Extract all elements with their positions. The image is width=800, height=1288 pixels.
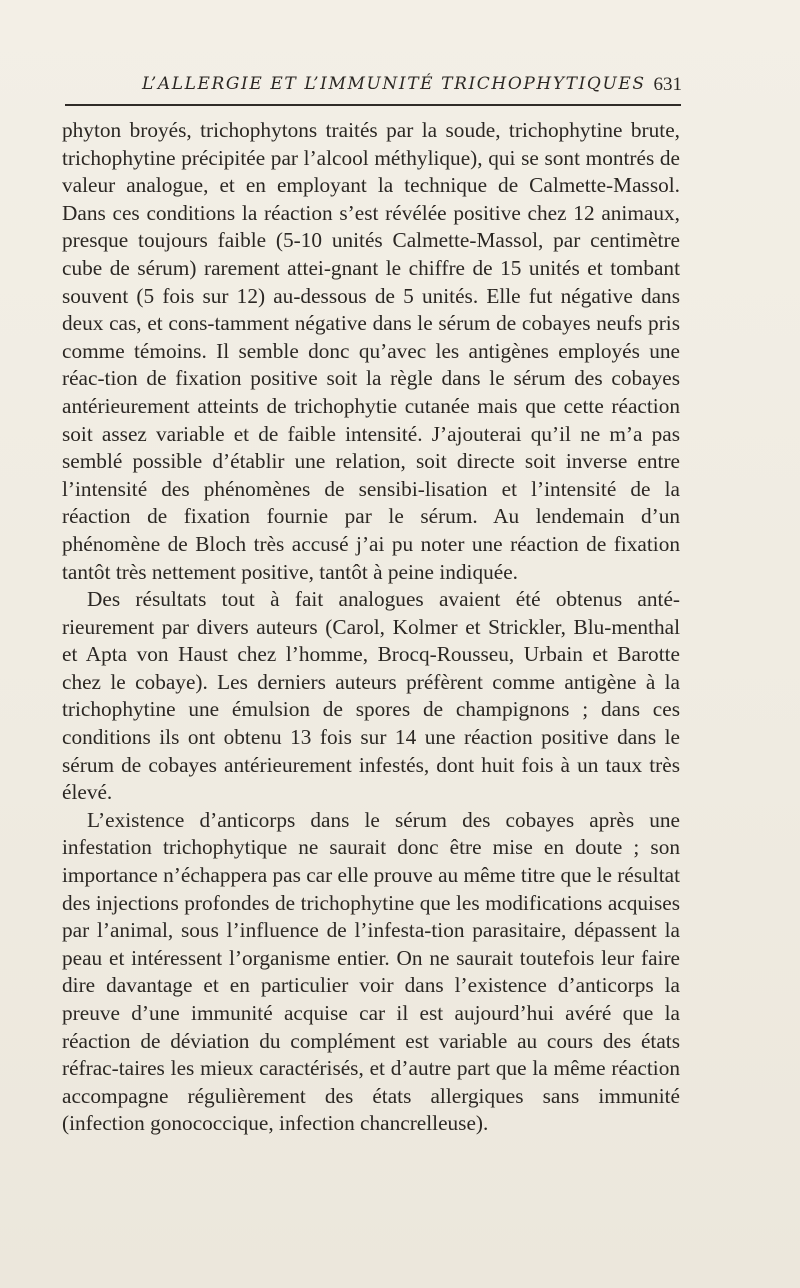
header-rule xyxy=(65,104,681,106)
running-head xyxy=(62,70,682,100)
paragraph-1: phyton broyés, trichophytons traités par la soude, trichophytine brute, trichophytine précipitée par l’alcool méthylique), qui se sont montrés de valeur analogue, et en employant la technique de Calmette-Massol. Dans ces conditions la réaction s’est révélée positive chez 12 animaux, presque toujours faible (5-10 unités Calmette-Massol, par centimètre cube de sérum) rarement attei-gnant le chiffre de 15 unités et tombant souvent (5 fois sur 12) au-dessous de 5 unités. Elle fut négative dans deux cas, et cons-tamment négative dans le sérum de cobayes neufs pris comme témoins. Il semble donc qu’avec les antigènes employés une réac-tion de fixation positive soit la règle dans le sérum des cobayes antérieurement atteints de trichophytie cutanée mais que cette réaction soit assez variable et de faible intensité. J’ajouterai qu’il ne m’a pas semblé possible d’établir une relation, soit directe soit inverse entre l’intensité des phénomènes de sensibi-lisation et l’intensité de la réaction de fixation fournie par le sérum. Au lendemain d’un phénomène de Bloch très accusé j’ai pu noter une réaction de fixation tantôt très nettement positive, tantôt à peine indiquée. xyxy=(62,118,680,584)
paragraph-3: L’existence d’anticorps dans le sérum des cobayes après une infestation trichophytique ne saurait donc être mise en doute ; son importance n’échappera pas car elle prouve au même titre que le résultat des injections profondes de trichophytine que les modifications acquises par l’animal, sous l’influence de l’infesta-tion parasitaire, dépassent la peau et intéressent l’organisme entier. On ne saurait toutefois leur faire dire davantage et en particulier voir dans l’existence d’anticorps la preuve d’une immunité acquise car il est aujourd’hui avéré que la réaction de déviation du complément est variable au cours des états réfrac-taires les mieux caractérisés, et d’autre part que la même réaction accompagne régulièrement des états allergiques sans immunité (infection gonococcique, infection chancrelleuse). xyxy=(62,807,680,1136)
body-text xyxy=(62,117,680,1138)
running-title: L’ALLERGIE ET L’IMMUNITÉ TRICHOPHYTIQUES xyxy=(142,74,646,94)
paragraph-2: Des résultats tout à fait analogues avaient été obtenus anté-rieurement par divers auteurs (Carol, Kolmer et Strickler, Blu-menthal et Apta von Haust chez l’homme, Brocq-Rousseu, Urbain et Barotte chez le cobaye). Les derniers auteurs préfèrent comme antigène à la trichophytine une émulsion de spores de champignons ; dans ces conditions ils ont obtenu 13 fois sur 14 une réaction positive dans le sérum de cobayes antérieurement infestés, dont huit fois à un taux très élevé. xyxy=(62,587,680,805)
page-number: 631 xyxy=(653,74,682,95)
